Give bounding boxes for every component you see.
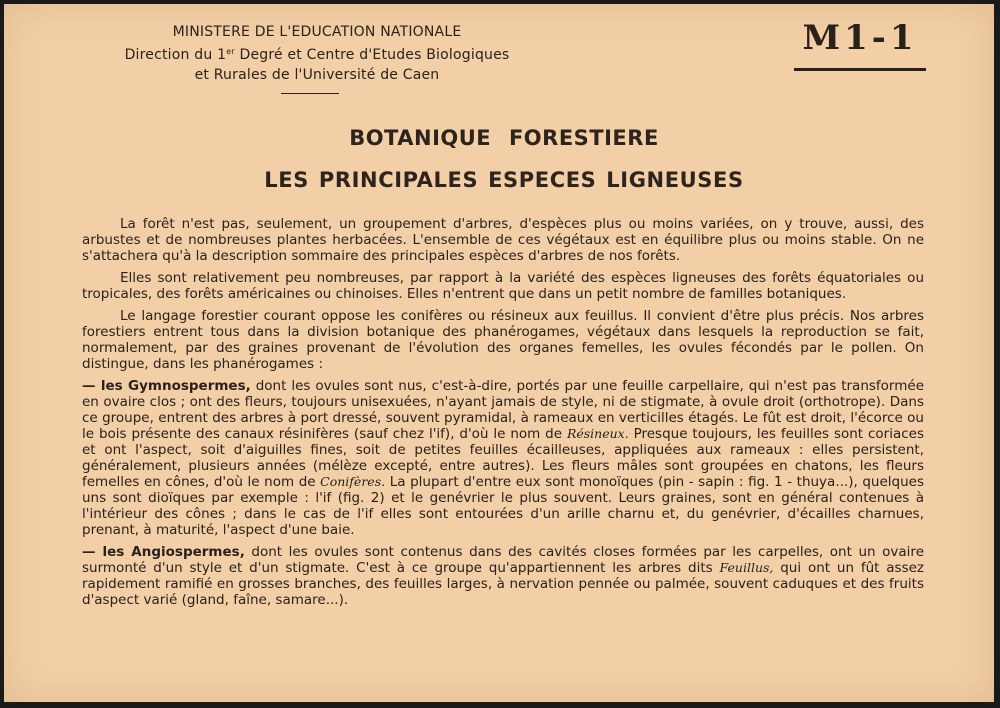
document-code: M1-1	[802, 18, 918, 58]
paragraph-angiospermes	[82, 544, 924, 608]
gymnospermes-text-b: Presque toujours, les feuilles sont coriaces et ont l'aspect, soit d'aiguilles fines, soit de petites feuilles écailleuses, appliquées aux rameaux : elles persistent, généralement, plusieurs années (mélèze excepté, entre autres). Les fleurs mâles sont groupées en chatons, les fleurs femelles en cônes, d'où le nom de	[82, 426, 924, 490]
angiospermes-text-b: qui ont un fût assez rapidement ramifié en grosses branches, des feuilles larges, à nervation pennée ou palmée, souvent caduques et des fruits d'aspect varié (gland, faîne, samare...).	[82, 560, 924, 608]
direction-line-suffix: Degré et Centre d'Etudes Biologiques	[234, 47, 510, 63]
direction-line	[82, 42, 552, 65]
gymnospermes-text-c: La plupart d'entre eux sont monoïques (pin - sapin : fig. 1 - thuya...), quelques uns sont dioïques par exemple : l'if (fig. 2) et le genévrier le plus souvent. Leurs graines, sont en général contenues à l'intérieur des cônes ; dans le cas de l'if elles sont entourées d'un arille charnu et, du genévrier, d'écailles charnues, prenant, à maturité, l'aspect d'une baie.	[82, 474, 924, 538]
gymnospermes-term-resineux: Résineux.	[566, 426, 629, 441]
document-code-underline	[794, 68, 926, 71]
university-line: et Rurales de l'Université de Caen	[194, 67, 440, 83]
page-subtitle: LES PRINCIPALES ESPECES LIGNEUSES	[264, 168, 744, 192]
angiospermes-lead: — les Angiospermes,	[82, 544, 245, 560]
document-page	[4, 4, 994, 702]
ministry-line: MINISTERE DE L'EDUCATION NATIONALE	[172, 24, 462, 40]
angiospermes-term-feuillus: Feuillus,	[719, 560, 774, 575]
paragraph-intro: La forêt n'est pas, seulement, un groupement d'arbres, d'espèces plus ou moins variées, on y trouve, aussi, des arbustes et de nombreuses plantes herbacées. L'ensemble de ces végétaux est en équilibre plus ou moins stable. On ne s'attachera qu'à la description sommaire des principales espèces d'arbres de nos forêts.	[82, 216, 924, 264]
institution-header	[82, 22, 552, 85]
paragraph-families: Elles sont relativement peu nombreuses, par rapport à la variété des espèces ligneuses des forêts équatoriales ou tropicales, des forêts américaines ou chinoises. Elles n'entrent que dans un petit nombre de familles botaniques.	[82, 270, 924, 302]
gymnospermes-text-a: dont les ovules sont nus, c'est-à-dire, portés par une feuille carpellaire, qui n'est pas transformée en ovaire clos ; ont des fleurs, toujours unisexuées, n'ayant jamais de style, ni de stigmate, à ovule droit (orthotrope). Dans ce groupe, entrent des arbres à port dressé, souvent pyramidal, à rameaux en verticilles étagés. Le fût est droit, l'écorce ou le bois présente des canaux résinifères (sauf chez l'if), d'où le nom de	[82, 378, 925, 442]
gymnospermes-lead: — les Gymnospermes,	[82, 378, 251, 394]
angiospermes-text-a: dont les ovules sont contenus dans des cavités closes formées par les carpelles, ont un ovaire surmonté d'un style et d'un stigmate. C'est à ce groupe qu'appartiennent les arbres dits	[82, 544, 924, 576]
gymnospermes-term-coniferes: Conifères.	[320, 474, 386, 489]
page-title: BOTANIQUE FORESTIERE	[349, 126, 659, 150]
direction-line-prefix: Direction du 1	[124, 47, 227, 63]
paragraph-phanerogames: Le langage forestier courant oppose les conifères ou résineux aux feuillus. Il convient d'être plus précis. Nos arbres forestiers entrent tous dans la division botanique des phanérogames, végétaux dans lesquels la reproduction se fait, normalement, par des graines provenant de l'évolution des organes femelles, les ovules fécondés par le pollen. On distingue, dans les phanérogames :	[82, 308, 924, 372]
paragraph-gymnospermes	[82, 378, 924, 538]
header-divider	[281, 93, 339, 94]
direction-line-sup: er	[226, 47, 235, 56]
document-body	[82, 216, 924, 614]
